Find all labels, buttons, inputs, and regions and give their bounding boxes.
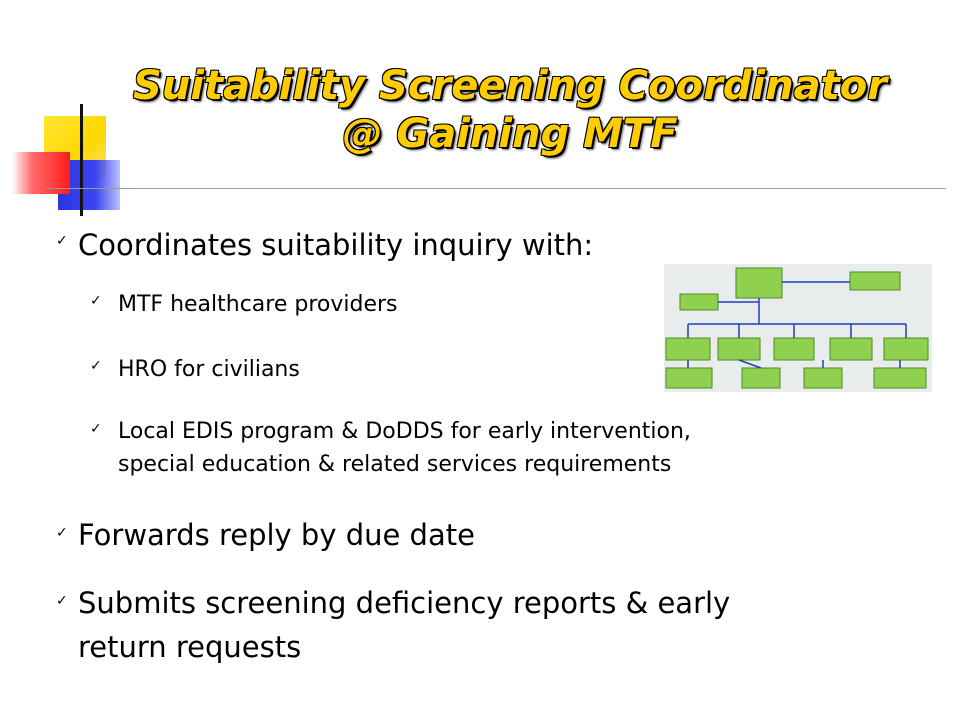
sub-bullet-edis-line1: Local EDIS program & DoDDS for early intervention, [118, 419, 691, 444]
sub-bullet-edis-line2: special education & related services requirements [118, 452, 672, 477]
check-icon: ✓ [56, 593, 68, 609]
check-icon: ✓ [90, 358, 102, 374]
bullet-forwards-reply: Forwards reply by due date [78, 518, 475, 552]
sub-bullet-hro: HRO for civilians [118, 357, 300, 382]
title-line-1: Suitability Screening Coordinator [133, 63, 887, 109]
bullet-coordinates: Coordinates suitability inquiry with: [78, 228, 594, 262]
check-icon: ✓ [90, 293, 102, 309]
check-icon: ✓ [90, 421, 102, 437]
check-icon: ✓ [56, 233, 68, 249]
bullet-submits-reports-line1: Submits screening deficiency reports & early [78, 586, 731, 620]
title-divider-line [46, 188, 946, 189]
bullet-submits-reports-line2: return requests [78, 630, 302, 664]
check-icon: ✓ [56, 525, 68, 541]
sub-bullet-mtf-providers: MTF healthcare providers [118, 292, 398, 317]
org-chart-image [664, 264, 932, 392]
title-line-2: @ Gaining MTF [342, 111, 678, 157]
slide-title [80, 62, 940, 158]
